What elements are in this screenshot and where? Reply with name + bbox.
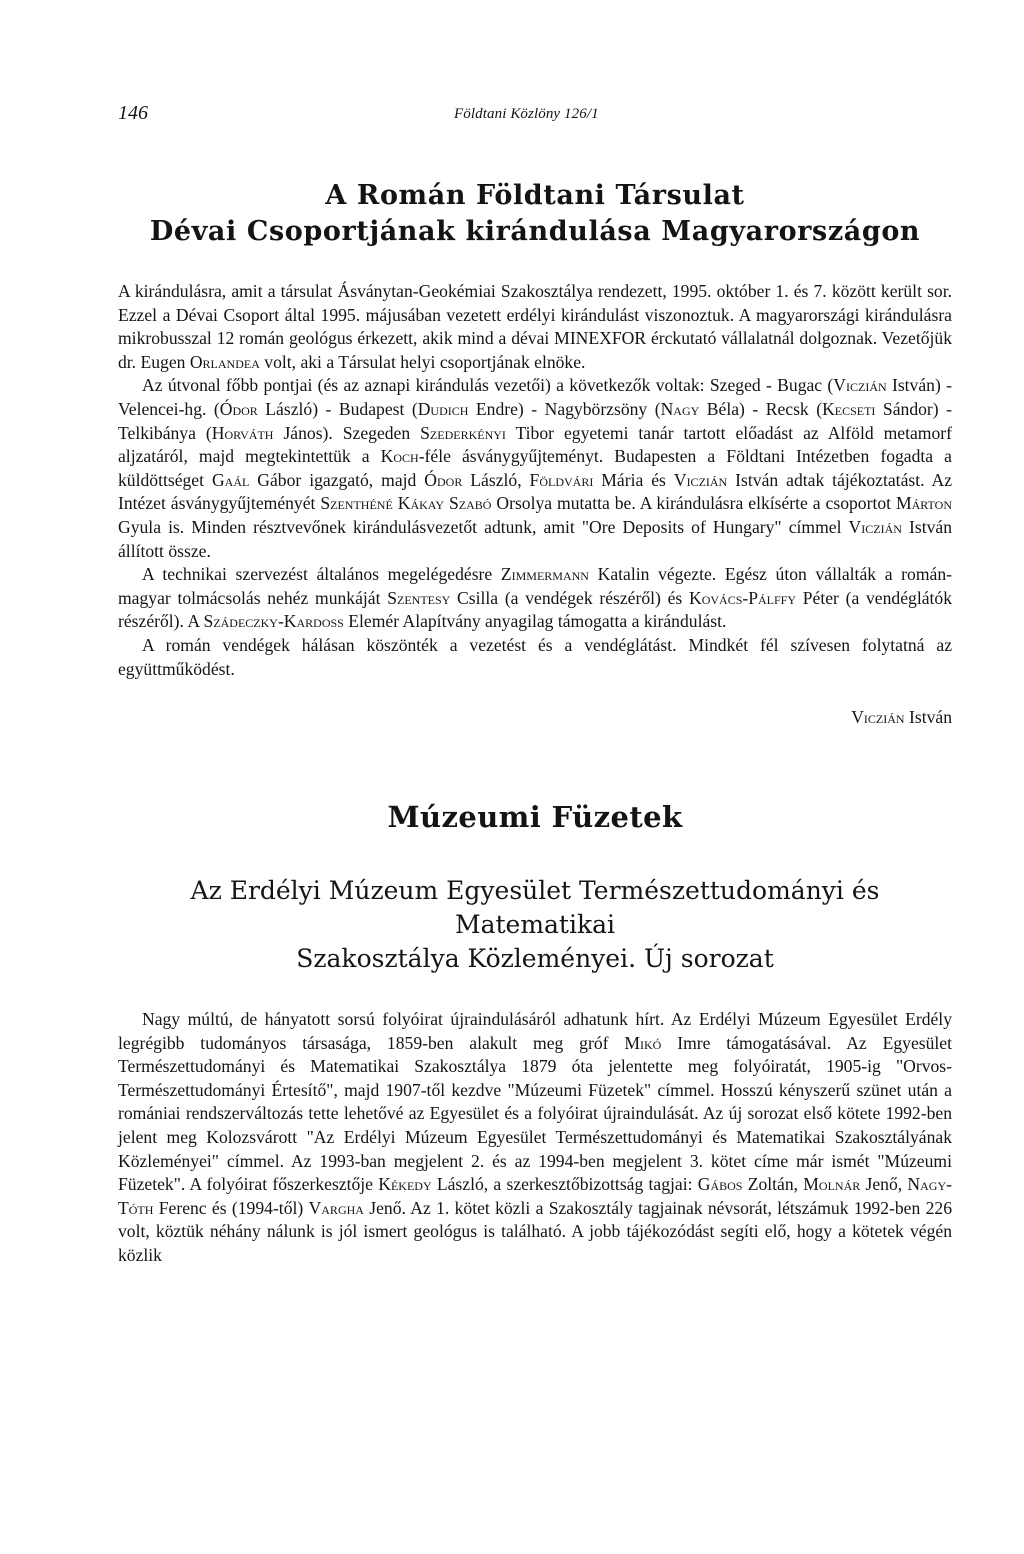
- subsection-title-line2: Szakosztálya Közleményei. Új sorozat: [296, 944, 774, 974]
- text-run: István) - Velencei-hg. (: [118, 375, 952, 419]
- article-body: [118, 280, 952, 681]
- paragraph: [118, 280, 952, 374]
- page-number: 146: [118, 102, 148, 124]
- author-name: Földvári: [529, 469, 594, 490]
- author-name: Gábos: [697, 1174, 743, 1195]
- subsection-title-line1: Az Erdélyi Múzeum Egyesület Természettudományi és Matematikai: [190, 876, 880, 940]
- signature-surname: Viczián: [851, 707, 905, 728]
- text-run: Mária és: [593, 469, 674, 490]
- paragraph: A román vendégek hálásan köszönték a vezetést és a vendéglátást. Mindkét fél szívesen folytatná az együttműködést.: [118, 634, 952, 679]
- page: [118, 102, 952, 1268]
- author-name: Viczián: [848, 516, 902, 537]
- author-name: Viczián: [833, 375, 887, 396]
- paragraph: [118, 1008, 952, 1268]
- text-run: Gyula is. Minden résztvevőnek kirándulásvezetőt adtunk, amit "Ore Deposits of Hungary" címmel: [118, 516, 849, 537]
- text-run: Orsolya mutatta be. A kirándulásra elkísérte a csoportot: [491, 493, 896, 514]
- text-run: János). Szegeden: [273, 422, 421, 443]
- author-name: Szabó: [448, 493, 492, 514]
- text-run: Péter (a vendéglátók részéről). A: [118, 587, 952, 632]
- author-name: Horváth: [211, 422, 274, 443]
- author-name: Szádeczky-Kardoss: [203, 611, 344, 632]
- subsection-title: [118, 874, 952, 976]
- author-name: Zimmermann: [500, 564, 589, 585]
- article-title-line1: A Román Földtani Társulat: [325, 180, 745, 211]
- author-name: Kákay: [397, 493, 445, 514]
- author-name: Kecseti: [822, 398, 876, 419]
- text-run: Tibor egyetemi tanár tartott előadást az Alföld metamorf aljzatáról, majd megtekintettük a: [118, 422, 952, 467]
- text-run: Csilla (a vendégek részéről) és: [450, 587, 689, 608]
- author-name: Nagy: [660, 398, 700, 419]
- text-run: Endre) - Nagybörzsöny (: [468, 398, 661, 419]
- text-run: Zoltán,: [742, 1174, 804, 1195]
- author-name: Kovács-Pálffy: [688, 587, 797, 608]
- text-run: László,: [462, 469, 530, 490]
- signature: [118, 707, 952, 728]
- author-name: Viczián: [673, 469, 728, 490]
- text-run: Sándor) - Telkibánya (: [118, 398, 952, 443]
- paragraph: [118, 374, 952, 563]
- author-name: Koch: [380, 446, 419, 467]
- text-run: Jenő,: [860, 1174, 908, 1195]
- text-run: -féle ásványgyűjteményt. Budapesten a Földtani Intézetben fogadta a küldöttséget: [118, 446, 952, 490]
- author-name: Vargha: [308, 1197, 364, 1218]
- text-run: László) - Budapest (: [257, 398, 418, 419]
- text-run: A technikai szervezést általános megelégedésre: [142, 564, 501, 585]
- author-name: Ódor: [219, 398, 258, 419]
- author-name: Szenthéné: [320, 493, 393, 514]
- article-title: [118, 178, 952, 250]
- text-run: István adtak tájékoztatást. Az Intézet ásványgyűjteményét: [118, 469, 953, 514]
- author-name: Nagy-Tóth: [118, 1174, 952, 1218]
- text-run: Gábor igazgató, majd: [249, 469, 425, 490]
- page-header: [118, 102, 952, 132]
- author-name: Orlandea: [189, 351, 260, 372]
- author-name: Mikó: [624, 1032, 662, 1053]
- text-run: Az útvonal főbb pontjai (és az aznapi kirándulás vezetői) a következők voltak: Szeged - Bugac (: [142, 375, 834, 396]
- running-title: Földtani Közlöny 126/1: [454, 106, 599, 122]
- author-name: Gaál: [211, 469, 250, 490]
- text-run: István állított össze.: [118, 516, 952, 561]
- text-run: Jenő. Az 1. kötet közli a Szakosztály tagjainak névsorát, létszámuk 1992-ben 226 volt, köztük néhány nálunk is jól ismert geológus is található. A jobb tájékozódást segíti elő, hogy a kötetek végén közlik: [118, 1197, 952, 1266]
- author-name: Ódor: [424, 469, 463, 490]
- author-name: Szederkényi: [420, 422, 506, 443]
- museum-body: [118, 1008, 952, 1268]
- paragraph: [118, 563, 952, 634]
- text-run: Imre támogatásával. Az Egyesület Természettudományi és Matematikai Szakosztálya 1879 óta jelentette meg folyóiratát, 1905-ig "Orvos-Természettudományi Értesítő", majd 1907-től kezdve "Múzeumi Füzetek" címmel. Hosszú kényszerű szünet után a romániai rendszerváltozás tette lehetővé az Egyesület és a folyóirat újraindulását. Az új sorozat első kötete 1992-ben jelent meg Kolozsvárott "Az Erdélyi Múzeum Egyesület Természettudományi és Matematikai Szakosztályának Közleményei" címmel. Az 1993-ban megjelent 2. és az 1994-ben megjelent 3. kötet címe már ismét "Múzeumi Füzetek". A folyóirat főszerkesztője: [118, 1032, 952, 1195]
- author-name: Szentesy: [387, 587, 451, 608]
- text-run: Katalin végezte. Egész úton vállalták a román-magyar tolmácsolás nehéz munkáját: [118, 564, 952, 608]
- signature-given-name: István: [904, 707, 952, 728]
- text-run: László, a szerkesztőbizottság tagjai:: [431, 1174, 698, 1195]
- author-name: Márton: [895, 493, 953, 514]
- author-name: Molnár: [803, 1174, 861, 1195]
- author-name: Kékedy: [378, 1174, 432, 1195]
- section-title: Múzeumi Füzetek: [387, 800, 683, 835]
- text-run: volt, aki a Társulat helyi csoportjának elnöke.: [259, 351, 586, 372]
- text-run: Ferenc és (1994-től): [153, 1197, 309, 1218]
- text-run: A kirándulásra, amit a társulat Ásványtan-Geokémiai Szakosztálya rendezett, 1995. október 1. és 7. között került sor. Ezzel a Dévai Csoport által 1995. májusában vezetett erdélyi kirándulást viszonoztuk. A magyarországi kirándulásra mikrobusszal 12 román geológus érkezett, akik mind a dévai MINEXFOR érckutató vállalatnál dolgoznak. Vezetőjük dr. Eugen: [118, 281, 952, 372]
- article-title-line2: Dévai Csoportjának kirándulása Magyarországon: [149, 216, 921, 247]
- text-run: Béla) - Recsk (: [699, 398, 823, 419]
- text-run: Elemér Alapítvány anyagilag támogatta a kirándulást.: [343, 611, 727, 632]
- text-run: Nagy múltú, de hányatott sorsú folyóirat újraindulásáról adhatunk hírt. Az Erdélyi Múzeum Egyesület Erdély legrégibb tudományos társasága, 1859-ben alakult meg gróf: [118, 1009, 952, 1053]
- author-name: Dudich: [417, 398, 469, 419]
